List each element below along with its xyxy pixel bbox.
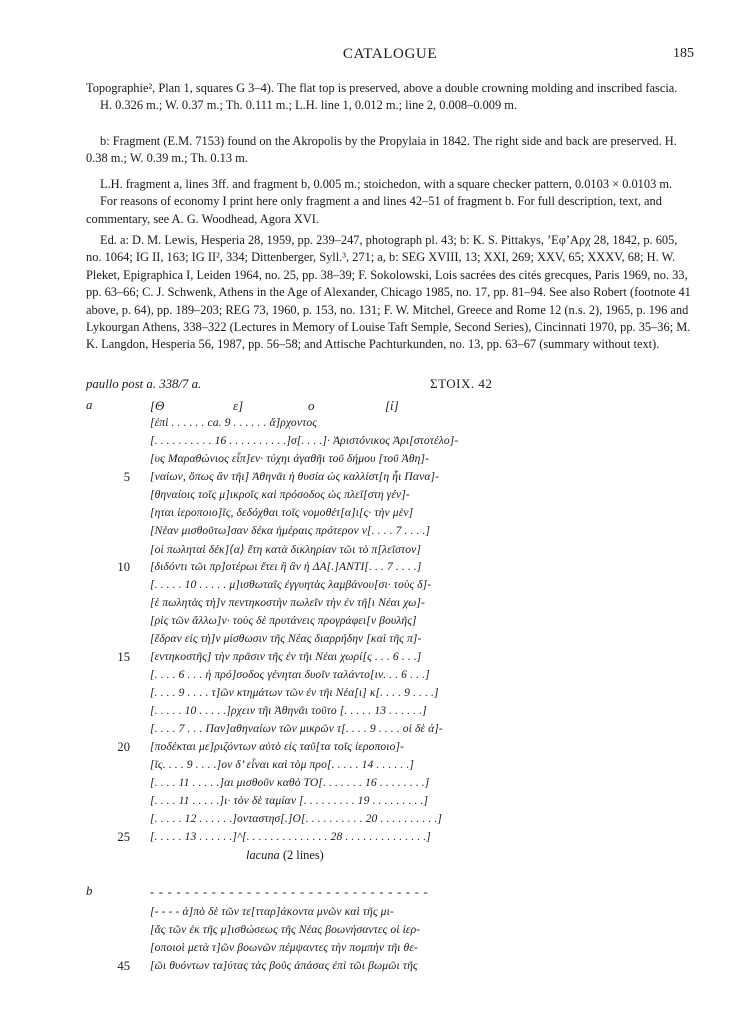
intro-paragraph-2 bbox=[86, 133, 694, 168]
lacuna-count: (2 lines) bbox=[282, 848, 324, 862]
line-number-20: 20 bbox=[117, 740, 130, 754]
inscription-line-20: [ποδέκται με]ριζόντων αὐτὸ εἰς ταῦ[τα τοῖς ἱεροποιο]- bbox=[150, 740, 405, 753]
heading-theta: [Θ bbox=[150, 398, 165, 413]
intro-paragraph-3 bbox=[86, 176, 694, 228]
inscription-line-8: [Νέαν μισθοῦτω]σαν δέκα ἡμέραις πρότερον ν[. . . . 7 . . . .] bbox=[150, 524, 431, 537]
prose-topographie: Topographie², Plan 1, squares G 3–4). The flat top is preserved, above a double crowning molding and inscribed fascia. bbox=[86, 81, 678, 95]
inscription-line-17: [. . . . 9 . . . . τ]ῶν κτημάτων τῶν ἐν τῆι Νέα[ι] κ[. . . . 9 . . . .] bbox=[150, 686, 439, 699]
inscription-b-line-43: [ἅς τῶν ἐκ τῆς μ]ισθώσεως τῆς Νέας βοωνήσαντες οἱ ἱερ- bbox=[150, 923, 421, 936]
inscription-line-18: [. . . . . 10 . . . . .]ρχειν τῆι Ἀθηνᾶι τοῦτο [. . . . . 13 . . . . . .] bbox=[150, 704, 427, 717]
prose-letter-height: L.H. fragment a, lines 3ff. and fragment b, 0.005 m.; stoichedon, with a square checker pattern, 0.0103 × 0.0103 m. bbox=[100, 177, 673, 191]
line-number-15: 15 bbox=[117, 650, 130, 664]
inscription-line-16: [. . . . 6 . . . ἡ πρό]σοδος γένηται δυοῖν ταλάντο[ιν. . . 6 . . .] bbox=[150, 668, 430, 681]
inscription-line-15: [εντηκοστῆς] τὴν πρᾶσιν τῆς ἐν τῆι Νέαι χωρί[ς . . . 6 . . .] bbox=[150, 650, 422, 663]
inscription-line-24: [. . . . . 12 . . . . . .]ονταστησ[.]Ο[. . . . . . . . . . 20 . . . . . . . . . .] bbox=[150, 812, 442, 825]
heading-omicron: ο bbox=[308, 398, 315, 413]
running-header bbox=[86, 46, 694, 64]
inscription-line-25: [. . . . . 13 . . . . . .]^[. . . . . . . . . . . . . . 28 . . . . . . . . . . . . . .] bbox=[150, 830, 431, 843]
line-number-5: 5 bbox=[123, 470, 130, 484]
fragment-a-label: a bbox=[86, 398, 93, 412]
intro-paragraph-1 bbox=[86, 80, 694, 115]
prose-fragment-b: b: Fragment (E.M. 7153) found on the Akropolis by the Propylaia in 1842. The right side and back are preserved. H. 0.38 m.; W. 0.39 m.; Th. 0.13 m. bbox=[86, 134, 677, 166]
inscription-line-6: [θηναίοις τοῖς μ]ικροῖς καὶ πρόσοδος ὡς πλεῖ[στη γέν]- bbox=[150, 488, 410, 501]
inscription-b-line-44: [οποιοὶ μετὰ τ]ῶν βοωνῶν πέμψαντες τὴν πομπὴν τῆι θε- bbox=[150, 941, 418, 954]
inscription-date: paullo post a. 338/7 a. bbox=[86, 377, 202, 391]
inscription-line-14: [ἕδραν εἰς τὴ]ν μίσθωσιν τῆς Νέας διαρρήδην [καὶ τῆς π]- bbox=[150, 632, 422, 645]
line-number-25: 25 bbox=[117, 830, 130, 844]
inscription-line-11: [. . . . . 10 . . . . . μ]ισθωταῖς ἐγγυητὰς λαμβάνου[σι· τοὺς δ]- bbox=[150, 578, 432, 591]
inscription-b-line-45: [ῶι θυόντων τα]ύτας τὰς βοῦς ἁπάσας ἐπὶ τῶι βωμῶι τῆς bbox=[150, 959, 418, 972]
inscription-line-7: [ηται ἱεροποιο]ῖς, δεδόχθαι τοῖς νομοθέτ[α]ι[ς· τὴν μὲν] bbox=[150, 506, 414, 519]
fragment-b-break-line: - - - - - - - - - - - - - - - - - - - - - - - - - - - - - - - - bbox=[150, 885, 429, 899]
inscription-line-9: [οἱ πωληταὶ δέκ]⟨α⟩ ἔτη κατὰ δικληρίαν τῶι τὸ π[λεῖστον] bbox=[150, 543, 421, 556]
inscription-line-21: [ῖς. . . . 9 . . . .]ον δ’ εἶναι καὶ τὸμ προ[. . . . . 14 . . . . . .] bbox=[150, 758, 414, 771]
inscription-line-13: [ρὶς τῶν ἄλλω]ν· τοὺς δὲ πρυτάνεις προγράφει[ν βουλῆς] bbox=[150, 614, 417, 627]
lacuna-note bbox=[246, 848, 324, 863]
inscription-line-5: [ναίων, ὅπως ἂν τῆι] Ἀθηνᾶι ἡ θυσία ὡς καλλίστ[η ἧι Πανα]- bbox=[150, 470, 440, 483]
prose-dimensions-a: H. 0.326 m.; W. 0.37 m.; Th. 0.111 m.; L.H. line 1, 0.012 m.; line 2, 0.008–0.009 m. bbox=[100, 98, 518, 113]
heading-epsilon: ε] bbox=[233, 398, 244, 413]
inscription-line-19: [. . . . 7 . . . Παν]αθηναίων τῶν μικρῶν τ[. . . . 9 . . . . οἱ δὲ ἀ]- bbox=[150, 722, 443, 735]
inscription-b-line-42: [- - - - ἀ]πὸ δὲ τῶν τε[τταρ]άκοντα μνῶν καὶ τῆς μι- bbox=[150, 905, 394, 918]
heading-iota: [ί] bbox=[385, 398, 399, 413]
page-number: 185 bbox=[673, 46, 694, 61]
fragment-b-label: b bbox=[86, 884, 93, 898]
inscription-line-10: [διδόντι τῶι πρ]οτέρωι ἔτει ἢ ἂν ἡ ΔΑ[.]ΑΝΤΙ[. . . 7 . . . .] bbox=[150, 560, 422, 573]
line-number-10: 10 bbox=[117, 560, 130, 574]
line-number-45: 45 bbox=[117, 959, 130, 973]
inscription-line-22: [. . . . 11 . . . . .]αι μισθοῦν καθὸ ΤΟ[. . . . . . . 16 . . . . . . . .] bbox=[150, 776, 430, 789]
inscription-line-23: [. . . . 11 . . . . .]ι· τὸν δὲ ταμίαν [. . . . . . . . . 19 . . . . . . . . .] bbox=[150, 794, 429, 807]
prose-editions: Ed. a: D. M. Lewis, Hesperia 28, 1959, pp. 239–247, photograph pl. 43; b: K. S. Pittakys, ’Eφ’Aρχ 28, 1842, p. 605, no. 1064; IG II, 163; IG II², 334; Dittenberger, Syll.³, 271; a, b: SEG XVIII, 13; XXI, 269; XXV, 65; XXXV, 68; H. W. Pleket, Epigraphica I, Leiden 1964, no. 25, pp. 38–39; F. Sokolowski, Lois sacrées des cités grecques, Paris 1969, no. 33, pp. 63–66; C. J. Schwenk, Athens in the Age of Alexander, Chicago 1985, no. 17, pp. 81–94. See also Robert (footnote 41 above, p. 64), pp. 189–203; REG 73, 1960, p. 153, no. 131; F. W. Mitchel, Greece and Rome 12 (n.s. 2), 1965, p. 196 and Lykourgan Athens, 338–322 (Lectures in Memory of Louise Taft Semple, Second Series), Cincinnati 1970, pp. 35–36; M. K. Langdon, Hesperia 56, 1987, pp. 56–58; and Attische Pachturkunden, no. 13, pp. 63–67 (summary without text). bbox=[86, 233, 691, 352]
stoichedon-label: ΣΤΟΙΧ. 42 bbox=[430, 376, 493, 391]
inscription-line-12: [ὲ πωλητὰς τὴ]ν πεντηκοστὴν πωλεῖν τὴν ἐν τῆ[ι Νέαι χω]- bbox=[150, 596, 425, 609]
running-title: CATALOGUE bbox=[342, 46, 438, 62]
inscription-line-4: [υς Μαραθώνιος εἶπ]εν· τύχηι ἀγαθῆι τοῦ δήμου [τοῦ Ἀθη]- bbox=[150, 452, 430, 465]
inscription-line-2: [ἐπὶ . . . . . . ca. 9 . . . . . . ἄ]ρχοντος bbox=[150, 416, 318, 429]
prose-economy-note: For reasons of economy I print here only fragment a and lines 42–51 of fragment b. For full description, text, and commentary, see A. G. Woodhead, Agora XVI. bbox=[86, 194, 662, 226]
intro-paragraph-4 bbox=[86, 232, 694, 354]
lacuna-word: lacuna bbox=[246, 848, 280, 862]
inscription-line-3: [. . . . . . . . . . 16 . . . . . . . . . .]σ[. . . .]· Ἀριστόνικος Ἀρι[στοτέλο]- bbox=[150, 434, 459, 447]
